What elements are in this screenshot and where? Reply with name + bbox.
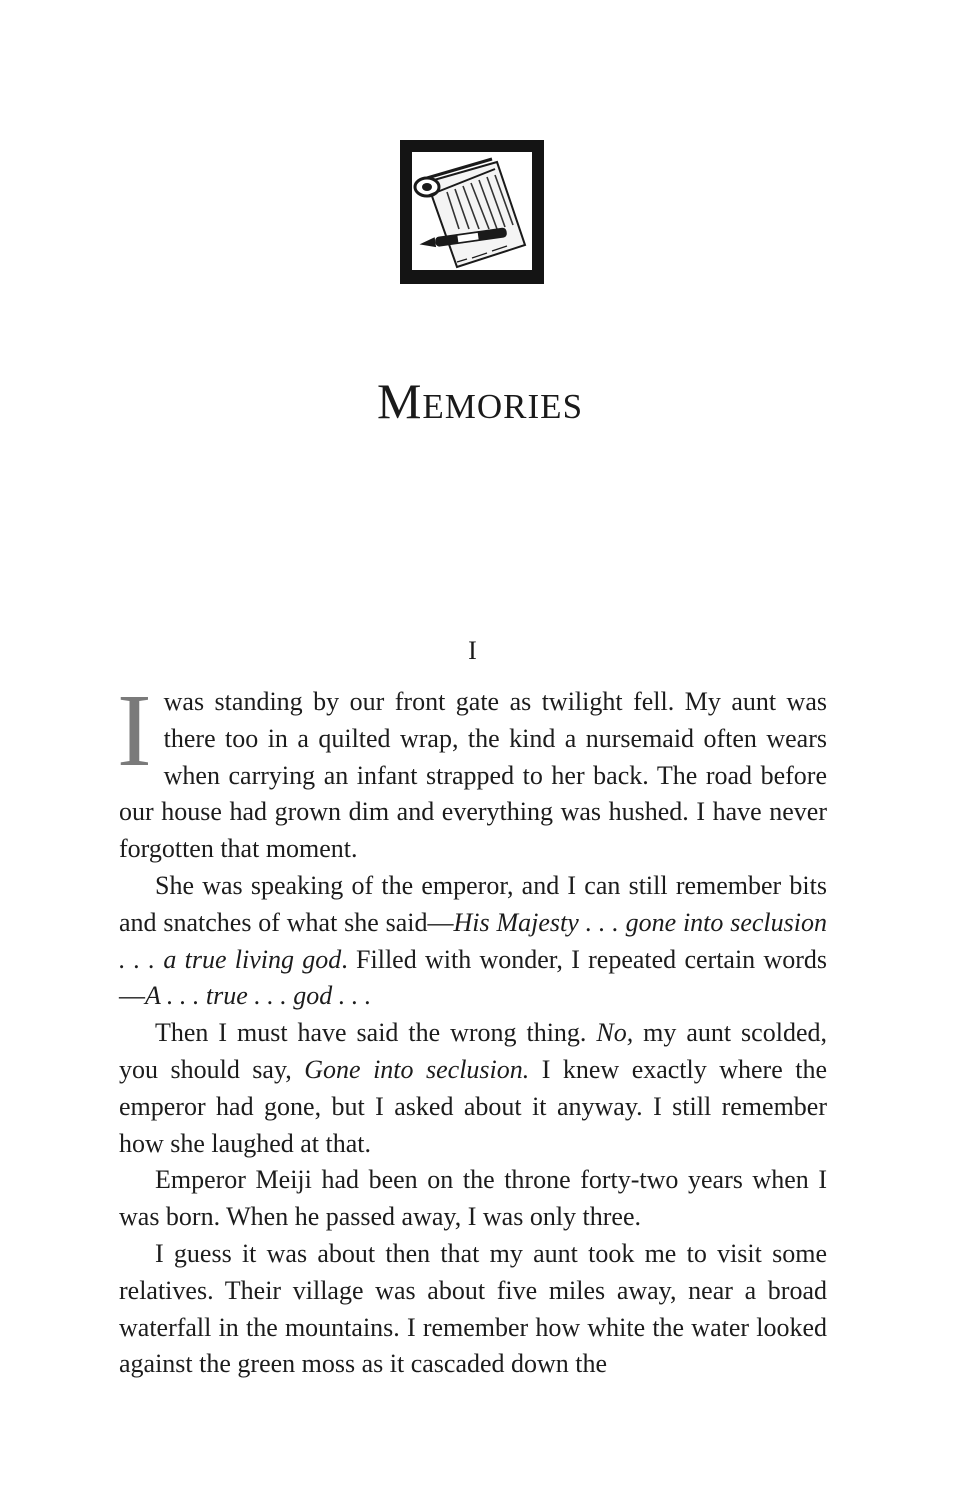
section-numeral: I	[468, 636, 477, 665]
paragraph-2-text-b: . Filled with wonder, I repeated certain words—	[119, 944, 828, 1011]
paragraph-1-text: was standing by our front gate as twilight fell. My aunt was there too in a quilted wrap, the kind a nursemaid often wears when carrying an infant strapped to her back. The road before our house had grown dim and everything was hushed. I have never forgotten that moment.	[119, 687, 827, 864]
paragraph-3-italic-a: No,	[596, 1018, 634, 1048]
paragraph-3-italic-b: Gone into seclusion.	[304, 1054, 530, 1084]
paragraph-3-text-b: my aunt scolded, you should say,	[119, 1018, 827, 1084]
paragraph-2-italic-b: A . . . true . . . god . . .	[145, 981, 372, 1011]
paragraph-2-italic-a: His Majesty . . . gone into seclusion . . . a true living god	[119, 907, 827, 974]
paragraph-2-text-a: She was speaking of the emperor, and I can still remember bits and snatches of what she said—	[119, 870, 827, 937]
paragraph-4: Emperor Meiji had been on the throne forty-two years when I was born. When he passed away, I was only three.	[119, 1165, 827, 1232]
drop-cap: I	[117, 673, 152, 788]
paragraph-5: I guess it was about then that my aunt took me to visit some relatives. Their village was about five miles away, near a broad waterfall in the mountains. I remember how white the water looked against the green moss as it cascaded down the	[119, 1238, 827, 1379]
paragraph-2	[119, 868, 827, 1015]
body-text	[117, 673, 828, 1383]
paragraph-3	[119, 1015, 827, 1162]
chapter-title: Memories	[376, 373, 584, 429]
scroll-and-pen-icon	[397, 137, 547, 287]
paragraph-3-text-c: I knew exactly where the emperor had gone, but I asked about it anyway. I still remember how she laughed at that.	[119, 1054, 828, 1158]
paragraph-3-text-a: Then I must have said the wrong thing.	[155, 1018, 597, 1048]
chapter-ornament	[397, 137, 547, 287]
paragraph-1	[117, 673, 827, 868]
